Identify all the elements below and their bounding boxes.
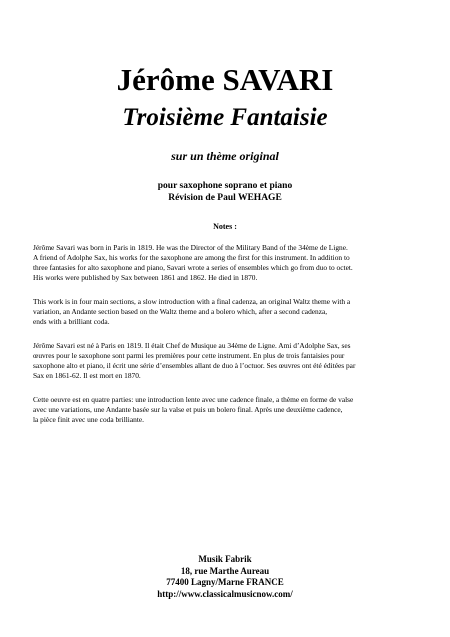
publisher-city: 77400 Lagny/Marne FRANCE [166, 577, 284, 587]
paragraph-line: His works were published by Sax between 1861 and 1862. He died in 1870. [33, 273, 258, 282]
composer-name: Jérôme SAVARI [116, 62, 334, 97]
paragraph-line: This work is in four main sections, a slow introduction with a final cadenza, an original Waltz theme with a [33, 297, 351, 306]
notes-paragraph-english-bio [33, 243, 433, 283]
paragraph-line: avec une variations, une Andante basée sur la valse et puis un bolero final. Après une deuxième cadence, [33, 405, 343, 414]
paragraph-line: A friend of Adolphe Sax, his works for the saxophone are among the first for this instrument. In addition to [33, 253, 350, 262]
notes-paragraph-french-structure [33, 395, 433, 425]
revision-line: Révision de Paul WEHAGE [168, 193, 282, 203]
publisher-name: Musik Fabrik [198, 554, 252, 564]
publisher-block [0, 554, 450, 600]
publisher-street: 18, rue Marthe Aureau [180, 565, 270, 576]
paragraph-line: Cette oeuvre est en quatre parties: une introduction lente avec une cadence finale, a thème en forme de valse [33, 395, 354, 404]
paragraph-line: la pièce finit avec une coda brilliante. [33, 415, 145, 424]
notes-heading: Notes : [213, 222, 237, 231]
paragraph-line: Sax en 1861-62. Il est mort en 1870. [33, 371, 141, 380]
paragraph-line: Jérôme Savari was born in Paris in 1819. He was the Director of the Military Band of the 34ème de Ligne. [33, 243, 348, 252]
paragraph-line: Jérôme Savari est né à Paris en 1819. Il était Chef de Musique au 34ème de Ligne. Ami d’Adolphe Sax, ses [33, 341, 351, 350]
notes-paragraph-english-structure [33, 297, 433, 327]
paragraph-line: ends with a brilliant coda. [33, 317, 110, 326]
paragraph-line: three fantasies for alto saxophone and piano, Savari wrote a series of ensembles which go from duo to octet. [33, 263, 353, 272]
instrumentation-block [0, 180, 450, 204]
publisher-url: http://www.classicalmusicnow.com/ [157, 588, 293, 599]
notes-paragraph-french-bio [33, 341, 433, 381]
work-subtitle: sur un thème original [171, 149, 279, 163]
paragraph-line: saxophone alto et piano, il écrit une série d’ensembles allant de duo à l’octuor. Ses œuvres ont été éditées par [33, 361, 356, 370]
instrumentation-line: pour saxophone soprano et piano [157, 181, 293, 191]
work-title: Troisième Fantaisie [122, 104, 328, 131]
paragraph-line: variation, an Andante section based on the Waltz theme and a bolero which, after a second cadenza, [33, 307, 328, 316]
paragraph-line: œuvres pour le saxophone sont parmi les premières pour cette instrument. En plus de trois fantaisies pour [33, 351, 345, 360]
